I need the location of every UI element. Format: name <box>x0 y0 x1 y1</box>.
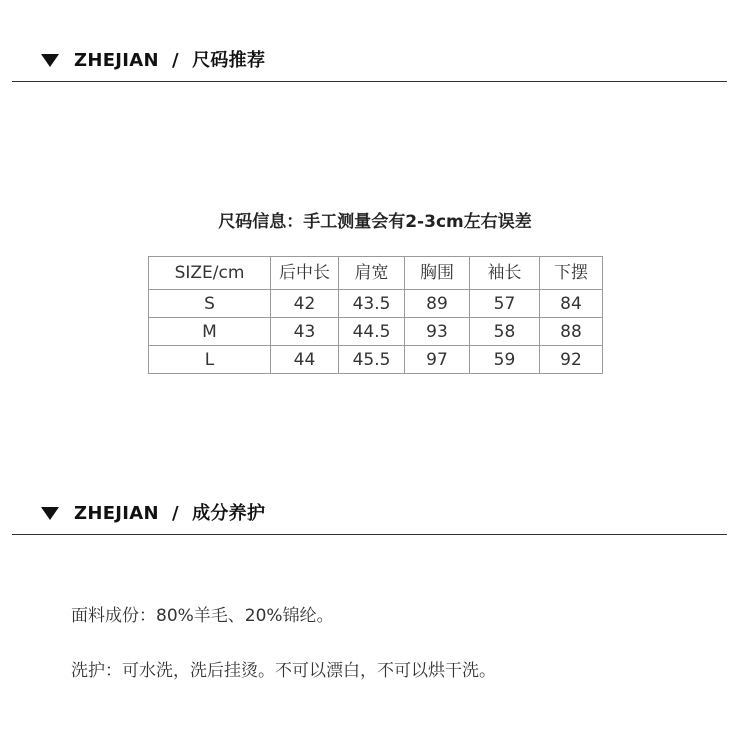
table-header-cell: 胸围 <box>405 257 470 290</box>
size-section-header <box>12 42 727 82</box>
table-cell: 43 <box>271 318 339 346</box>
table-header-row <box>149 257 603 290</box>
table-cell: S <box>149 290 271 318</box>
size-table <box>148 256 603 374</box>
table-header-cell: 下摆 <box>540 257 603 290</box>
table-cell: 57 <box>470 290 540 318</box>
table-cell: 42 <box>271 290 339 318</box>
material-info: 面料成份：80%羊毛、20%锦纶。 <box>71 606 334 626</box>
table-cell: 88 <box>540 318 603 346</box>
table-cell: 45.5 <box>339 346 405 374</box>
table-cell: L <box>149 346 271 374</box>
triangle-down-icon <box>41 54 59 67</box>
washing-info: 洗护：可水洗，洗后挂烫。不可以漂白，不可以烘干洗。 <box>71 661 496 681</box>
table-row <box>149 318 603 346</box>
table-cell: 89 <box>405 290 470 318</box>
table-header-cell: 后中长 <box>271 257 339 290</box>
care-section-header <box>12 495 727 535</box>
divider <box>12 534 727 535</box>
size-note: 尺码信息：手工测量会有2-3cm左右误差 <box>218 212 532 232</box>
table-cell: M <box>149 318 271 346</box>
table-header-cell: 肩宽 <box>339 257 405 290</box>
section-title: ZHEJIAN / 尺码推荐 <box>74 50 266 71</box>
table-row <box>149 290 603 318</box>
table-cell: 97 <box>405 346 470 374</box>
triangle-down-icon <box>41 507 59 520</box>
section-title: ZHEJIAN / 成分养护 <box>74 503 266 524</box>
table-row <box>149 346 603 374</box>
table-cell: 43.5 <box>339 290 405 318</box>
table-cell: 84 <box>540 290 603 318</box>
table-cell: 59 <box>470 346 540 374</box>
table-cell: 58 <box>470 318 540 346</box>
table-header-cell: SIZE/cm <box>149 257 271 290</box>
table-header-cell: 袖长 <box>470 257 540 290</box>
table-cell: 92 <box>540 346 603 374</box>
divider <box>12 81 727 82</box>
table-cell: 44.5 <box>339 318 405 346</box>
table-cell: 44 <box>271 346 339 374</box>
table-cell: 93 <box>405 318 470 346</box>
